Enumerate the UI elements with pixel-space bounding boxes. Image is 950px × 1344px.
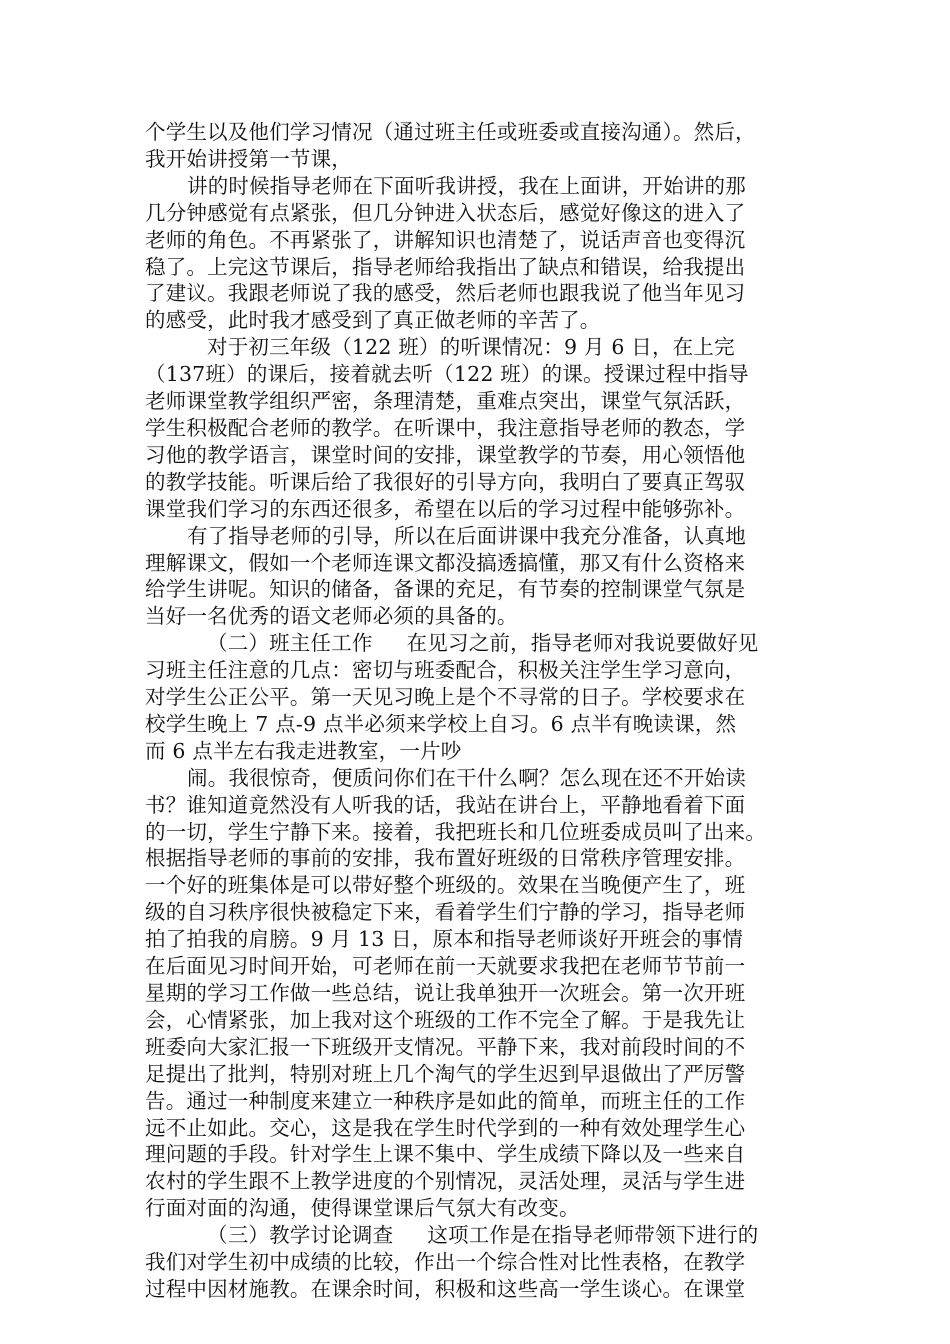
text-line: 老师的角色。不再紧张了，讲解知识也清楚了，说话声音也变得沉 bbox=[145, 227, 746, 252]
text-line: （137班）的课后，接着就去听（122 班）的课。授课过程中指导 bbox=[145, 362, 749, 387]
text-line: 对学生公正公平。第一天见习晚上是个不寻常的日子。学校要求在 bbox=[145, 685, 746, 710]
text-line: 班委向大家汇报一下班级开支情况。平静下来，我对前段时间的不 bbox=[145, 1034, 746, 1059]
text-line: 给学生讲呢。知识的储备，备课的充足，有节奏的控制课堂气氛是 bbox=[145, 577, 746, 602]
paragraph-start: 讲的时候指导老师在下面听我讲授，我在上面讲，开始讲的那 bbox=[187, 173, 746, 198]
text-line: 农村的学生跟不上教学进度的个别情况，灵活处理，灵活与学生进 bbox=[145, 1169, 746, 1194]
document-body bbox=[145, 119, 825, 1303]
text-line: 我们对学生初中成绩的比较，作出一个综合性对比性表格，在教学 bbox=[145, 1250, 746, 1275]
text-line: 课堂我们学习的东西还很多，希望在以后的学习过程中能够弥补。 bbox=[145, 496, 746, 521]
section-heading: （二）班主任工作 bbox=[207, 631, 373, 656]
text-line: 的感受，此时我才感受到了真正做老师的辛苦了。 bbox=[145, 308, 601, 333]
text-line: 习班主任注意的几点：密切与班委配合，积极关注学生学习意向， bbox=[145, 658, 746, 683]
text-line: 学生积极配合老师的教学。在听课中，我注意指导老师的教态，学 bbox=[145, 415, 746, 440]
text-line: 我开始讲授第一节课， bbox=[145, 146, 352, 171]
text-line: 个学生以及他们学习情况（通过班主任或班委或直接沟通）。然后， bbox=[145, 120, 756, 144]
text-line: 稳了。上完这节课后，指导老师给我指出了缺点和错误，给我提出 bbox=[145, 254, 746, 279]
paragraph-start: 有了指导老师的引导，所以在后面讲课中我充分准备，认真地 bbox=[187, 523, 746, 548]
text-line: 过程中因材施教。在课余时间，积极和这些高一学生谈心。在课堂 bbox=[145, 1276, 746, 1301]
text-line: 星期的学习工作做一些总结，说让我单独开一次班会。第一次开班 bbox=[145, 981, 746, 1005]
text-line: 的教学技能。听课后给了我很好的引导方向，我明白了要真正驾驭 bbox=[145, 469, 746, 494]
text-line: 习他的教学语言，课堂时间的安排，课堂教学的节奏，用心领悟他 bbox=[145, 442, 746, 467]
paragraph-start: 闹。我很惊奇，便质问你们在干什么啊？怎么现在还不开始读 bbox=[187, 765, 746, 790]
text-line: 会，心情紧张，加上我对这个班级的工作不完全了解。于是我先让 bbox=[145, 1007, 746, 1032]
text-line: 告。通过一种制度来建立一种秩序是如此的简单，而班主任的工作 bbox=[145, 1088, 746, 1113]
text-line: 在后面见习时间开始，可老师在前一天就要求我把在老师节节前一 bbox=[145, 954, 746, 979]
paragraph-start: 对于初三年级（122 班）的听课情况：9 月 6 日，在上完 bbox=[207, 335, 735, 360]
text-line: 当好一名优秀的语文老师必须的具备的。 bbox=[145, 604, 518, 629]
text-line: 了建议。我跟老师说了我的感受，然后老师也跟我说了他当年见习 bbox=[145, 281, 746, 306]
text-line: 而 6 点半左右我走进教室，一片吵 bbox=[145, 738, 462, 763]
text-line: 的一切，学生宁静下来。接着，我把班长和几位班委成员叫了出来。 bbox=[145, 819, 766, 844]
text-line: 这项工作是在指导老师带领下进行的 bbox=[427, 1223, 759, 1248]
section-heading: （三）教学讨论调查 bbox=[207, 1223, 394, 1248]
text-line: 老师课堂教学组织严密，条理清楚，重难点突出，课堂气氛活跃， bbox=[145, 389, 746, 414]
text-line: 在见习之前，指导老师对我说要做好见 bbox=[406, 631, 759, 656]
text-line: 行面对面的沟通，使得课堂课后气氛大有改变。 bbox=[145, 1196, 580, 1221]
text-line: 理解课文，假如一个老师连课文都没搞透搞懂，那又有什么资格来 bbox=[145, 550, 746, 575]
section-heading-line bbox=[145, 1222, 825, 1249]
text-line: 理问题的手段。针对学生上课不集中、学生成绩下降以及一些来自 bbox=[145, 1142, 746, 1167]
text-line: 书？谁知道竟然没有人听我的话，我站在讲台上，平静地看着下面 bbox=[145, 792, 746, 817]
text-line: 足提出了批判，特别对班上几个淘气的学生迟到早退做出了严厉警 bbox=[145, 1061, 746, 1086]
text-line: 一个好的班集体是可以带好整个班级的。效果在当晚便产生了，班 bbox=[145, 873, 746, 898]
text-line: 根据指导老师的事前的安排，我布置好班级的日常秩序管理安排。 bbox=[145, 846, 746, 871]
section-heading-line bbox=[145, 630, 825, 657]
text-line: 远不止如此。交心，这是我在学生时代学到的一种有效处理学生心 bbox=[145, 1115, 746, 1140]
text-line: 校学生晚上 7 点-9 点半必须来学校上自习。6 点半有晚读课，然 bbox=[145, 711, 737, 736]
text-line: 拍了拍我的肩膀。9 月 13 日，原本和指导老师谈好开班会的事情 bbox=[145, 927, 744, 952]
text-line: 几分钟感觉有点紧张，但几分钟进入状态后，感觉好像这的进入了 bbox=[145, 200, 746, 225]
text-line: 级的自习秩序很快被稳定下来，看着学生们宁静的学习，指导老师 bbox=[145, 900, 746, 925]
